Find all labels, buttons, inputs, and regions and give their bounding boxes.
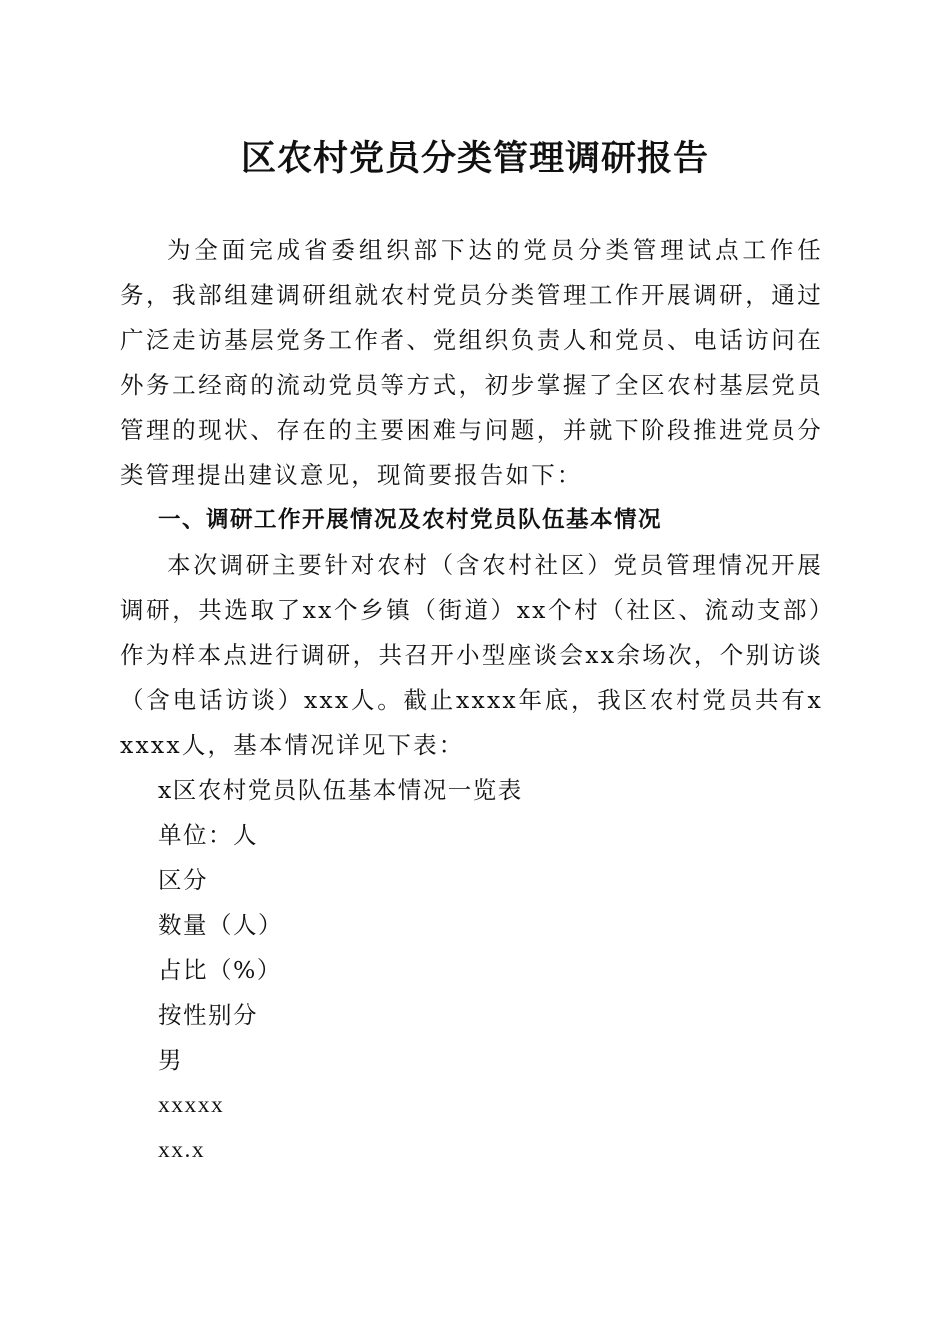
- intro-paragraph: 为全面完成省委组织部下达的党员分类管理试点工作任务，我部组建调研组就农村党员分类管理工作开展调研，通过广泛走访基层党务工作者、党组织负责人和党员、电话访问在外务工经商的流动党员等方式，初步掌握了全区农村基层党员管理的现状、存在的主要困难与问题，并就下阶段推进党员分类管理提出建议意见，现简要报告如下：: [120, 236, 823, 489]
- section-1-paragraph: 本次调研主要针对农村（含农村社区）党员管理情况开展调研，共选取了xx个乡镇（街道）xx个村（社区、流动支部）作为样本点进行调研，共召开小型座谈会xx余场次，个别访谈（含电话访谈）xxx人。截止xxxx年底，我区农村党员共有xxxxx人，基本情况详见下表：: [120, 551, 823, 759]
- table-header-count: 数量（人）: [158, 911, 283, 939]
- table-row-male-count: xxxxx: [158, 1092, 225, 1118]
- table-unit: 单位：人: [158, 821, 258, 849]
- table-row-male-percent: xx.x: [158, 1137, 206, 1163]
- table-row-male-label: 男: [158, 1046, 183, 1074]
- document-body: [120, 228, 823, 1173]
- table-header-percent: 占比（%）: [158, 956, 282, 984]
- table-header-category: 区分: [158, 866, 208, 894]
- section-1-heading: 一、调研工作开展情况及农村党员队伍基本情况: [158, 507, 663, 533]
- document-title: 区农村党员分类管理调研报告: [240, 138, 709, 179]
- table-caption: x区农村党员队伍基本情况一览表: [158, 776, 523, 804]
- table-group-gender: 按性别分: [158, 1001, 258, 1029]
